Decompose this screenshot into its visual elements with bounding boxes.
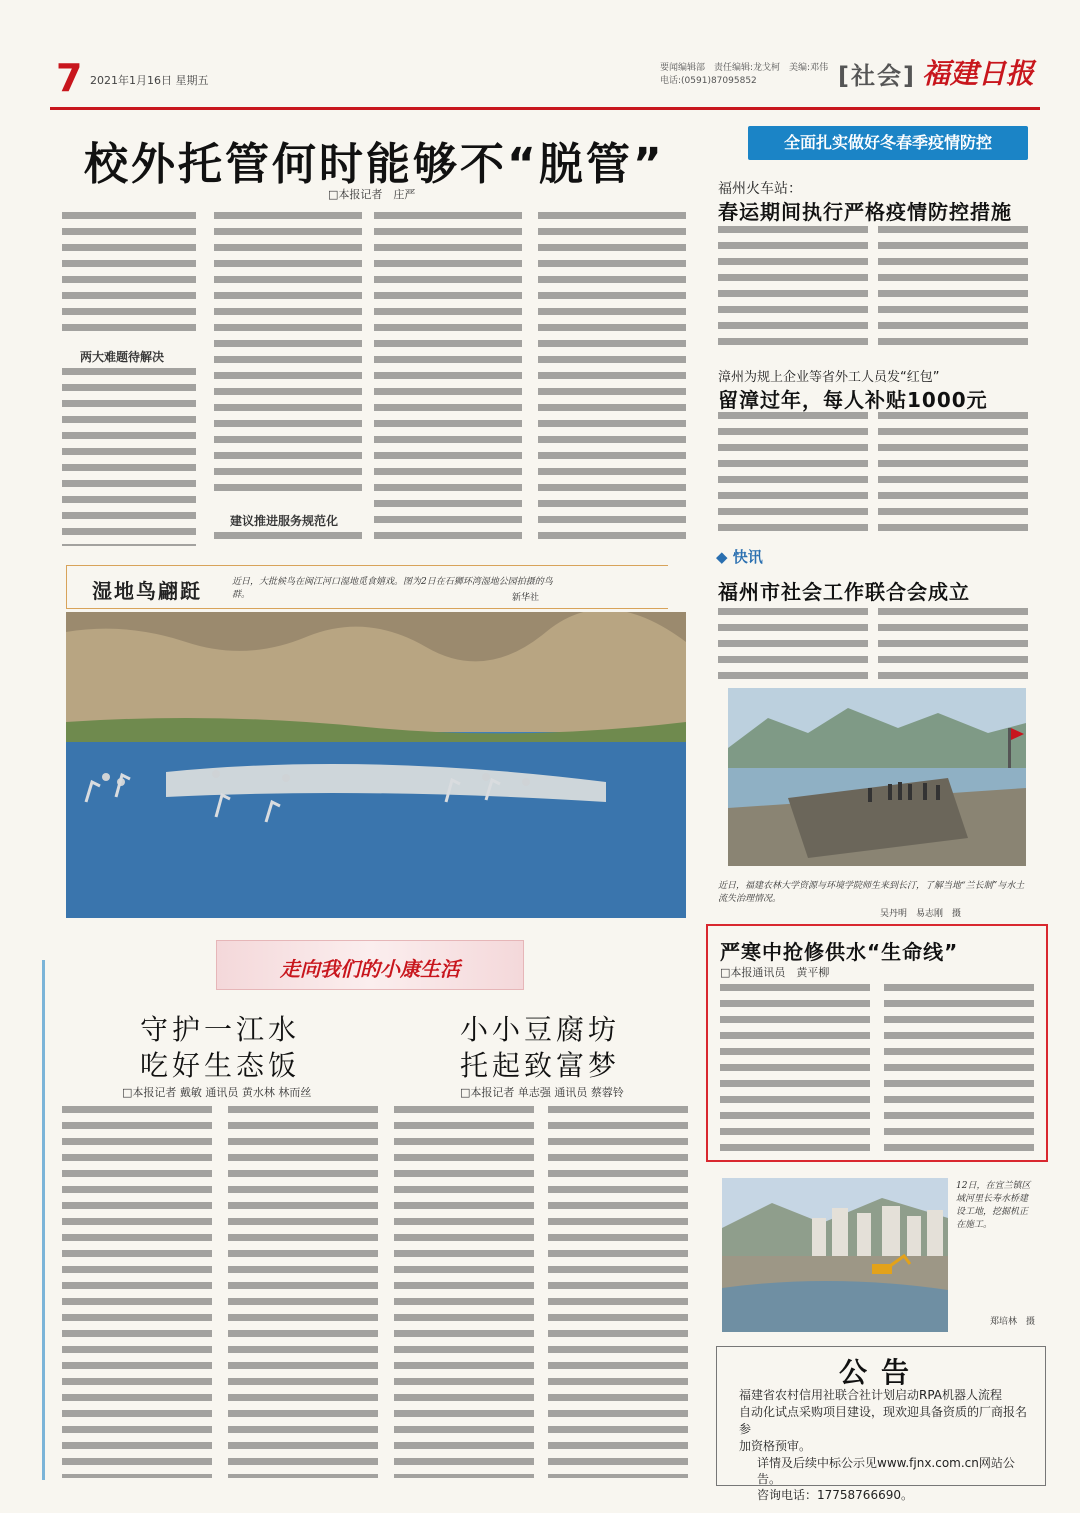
notice-body-line-3: 加资格预审。 (739, 1439, 812, 1453)
fuzhou-col-2 (878, 226, 1028, 346)
zhangzhou-col-2 (878, 412, 1028, 540)
water-repair-col-2 (884, 984, 1034, 1152)
kuaixun-label: ◆ 快讯 (716, 548, 763, 566)
left-story-col-2 (228, 1106, 378, 1478)
page-header (50, 50, 1040, 110)
left-decor-rule (42, 960, 45, 1480)
water-repair-byline: □本报通讯员 黄平柳 (720, 966, 830, 979)
right-title-line-2: 托起致富梦 (459, 1049, 620, 1082)
wetland-birds-photo (66, 612, 686, 918)
socialwork-headline: 福州市社会工作联合会成立 (718, 580, 970, 604)
left-story-col-1 (62, 1106, 212, 1478)
zhangzhou-col-1 (718, 412, 868, 540)
right-story-byline: □本报记者 单志强 通讯员 蔡蓉铃 (460, 1086, 624, 1099)
river-workers-caption: 近日，福建农林大学资源与环境学院师生来到长汀，了解当地“兰长制”与水土流失治理情况。 (718, 881, 1025, 904)
river-workers-photo (728, 688, 1026, 866)
left-story-title (110, 1012, 330, 1084)
notice-phone: 咨询电话：17758766690。 (757, 1488, 913, 1502)
construction-photo (722, 1178, 948, 1332)
water-repair-box (706, 924, 1048, 1162)
socialwork-col-2 (878, 608, 1028, 682)
notice-website: 详情及后续中标公示见www.fjnx.com.cn网站公告。 (757, 1456, 1015, 1486)
lead-subhead-2: 建议推进服务规范化 (230, 514, 339, 528)
river-workers-credit: 吴丹明 易志刚 摄 (880, 909, 962, 919)
wetland-title: 湿地鸟翩跹 (92, 579, 202, 603)
public-notice (716, 1346, 1046, 1502)
issue-date: 2021年1月16日 星期五 (90, 74, 209, 87)
lead-subhead-1: 两大难题待解决 (80, 350, 165, 364)
fuzhou-kicker: 福州火车站： (718, 181, 802, 197)
right-story-col-2 (548, 1106, 688, 1478)
fuzhou-headline: 春运期间执行严格疫情防控措施 (718, 200, 1012, 224)
page-number: 7 (56, 56, 83, 100)
water-repair-headline: 严寒中抢修供水“生命线” (720, 940, 959, 964)
notice-title: 公告 (838, 1356, 923, 1389)
left-title-line-1: 守护一江水 (139, 1013, 300, 1046)
right-title-line-1: 小小豆腐坊 (459, 1013, 620, 1046)
right-story-col-1 (394, 1106, 534, 1478)
phone-line: 电话:(0591)87095852 (660, 76, 757, 86)
lead-col-1b (62, 368, 196, 546)
covid-section-tag: 全面扎实做好冬春季疫情防控 (748, 126, 1028, 160)
notice-body-line-2: 自动化试点采购项目建设，现欢迎具备资质的厂商报名参 (739, 1405, 1028, 1436)
kuaixun-text: 快讯 (732, 548, 763, 566)
series-banner-text: 走向我们的小康生活 (280, 957, 460, 981)
left-title-line-2: 吃好生态饭 (139, 1049, 300, 1082)
right-story-title (430, 1012, 650, 1084)
lead-col-2b (214, 532, 362, 548)
notice-body (739, 1387, 1031, 1455)
lead-byline: □本报记者 庄严 (328, 188, 416, 201)
lead-headline: 校外托管何时能够不“脱管” (84, 139, 665, 190)
construction-caption: 12日，在宜兰镇区域河里长寿水桥建设工地，挖掘机正在施工。 (956, 1181, 1031, 1230)
series-banner (216, 940, 524, 990)
fuzhou-col-1 (718, 226, 868, 346)
water-repair-col-1 (720, 984, 870, 1152)
section-label: [社会] (838, 62, 916, 90)
wetland-caption: 近日，大批候鸟在闽江河口湿地觅食嬉戏。图为2日在石狮环湾湿地公园拍摄的鸟群。 (232, 577, 553, 600)
notice-body-line-1: 福建省农村信用社联合社计划启动RPA机器人流程 (739, 1388, 1003, 1402)
newspaper-logo: 福建日报 (922, 57, 1035, 90)
lead-col-4 (538, 212, 686, 548)
editors-line: 要闻编辑部 责任编辑:龙戈柯 美编:邓伟 (660, 63, 829, 73)
construction-credit: 郑培林 摄 (990, 1317, 1036, 1327)
wetland-credit: 新华社 (512, 593, 540, 603)
editors-info (660, 62, 828, 88)
zhangzhou-kicker: 漳州为规上企业等省外工人员发“红包” (718, 370, 940, 385)
left-story-byline: □本报记者 戴敏 通讯员 黄水林 林而丝 (122, 1086, 312, 1099)
notice-detail (757, 1455, 1035, 1503)
lead-col-1a (62, 212, 196, 340)
lead-col-2a (214, 212, 362, 498)
lead-col-3 (374, 212, 522, 548)
zhangzhou-headline: 留漳过年，每人补贴1000元 (718, 388, 988, 412)
socialwork-col-1 (718, 608, 868, 682)
